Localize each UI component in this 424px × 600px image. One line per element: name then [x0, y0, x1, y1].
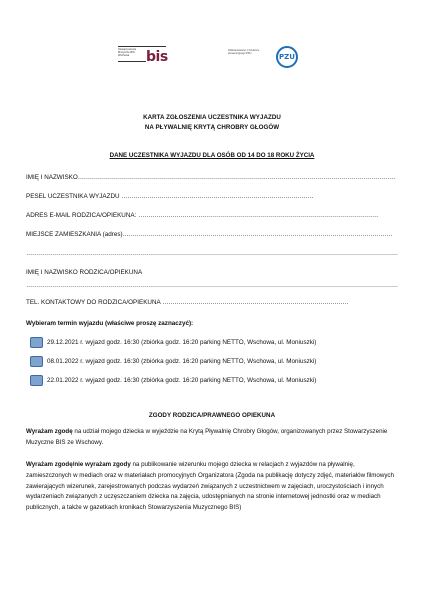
logo-rule: [118, 46, 166, 47]
bis-logo: [118, 46, 172, 72]
pzu-logo-mark: PZU: [279, 53, 295, 61]
bis-logo-mark: bis: [146, 49, 168, 65]
guardian-field[interactable]: [26, 282, 398, 289]
address-dots: ………………………………………………………………………………………………………………………: [122, 231, 393, 238]
address-label: MIEJSCE ZAMIESZKANIA (adres): [26, 231, 123, 238]
name-dots: ……………………………………………………………………………………………………………………………………………: [77, 174, 396, 181]
pesel-field[interactable]: [26, 193, 313, 200]
name-label: IMIĘ I NAZWISKO: [26, 174, 78, 181]
consent-participation: [26, 427, 400, 449]
address-field[interactable]: [26, 231, 392, 238]
term-option-1: 29.12.2021 r. wyjazd godz. 16:30 (zbiórka godz. 16:20 parking NETTO, Wschowa, ul. Moniuszki): [47, 339, 317, 346]
consent-image-bold: Wyrażam zgodę/nie wyrażam zgody: [26, 461, 131, 468]
address-dots-2: ……………………………………………………………………………………………………………………………………………………………………: [26, 250, 398, 257]
logo-rule: [118, 61, 146, 62]
consent-image: [26, 460, 400, 514]
page-title-line1: KARTA ZGŁOSZENIA UCZESTNIKA WYJAZDU: [143, 114, 281, 121]
name-field[interactable]: [26, 174, 396, 181]
term-checkbox-2[interactable]: [30, 356, 43, 367]
consent-image-text: na publikowanie wizerunku mojego dziecka w relacjach z wyjazdów na pływalnię, zamieszczonych w mediach oraz w materiałach promocyjnych Organizatora (Zgoda na publikację dotyczy zdjęć, materiałów filmowych zawierających wizerunek, zarejestrowanych podczas wydarzeń związanych z uczestnictwem w zajęciach, uroczystościach i innych wydarzeniach związanych z uczęszczaniem dziecka na zajęcia, udostępnianych na stronie internetowej jednostki oraz w mediach publicznych, a także w gazetkach kronikach Stowarzyszenia Muzycznego BIS): [26, 461, 394, 512]
consent-participation-text: na udział mojego dziecka w wyjeździe na Krytą Pływalnię Chrobry Głogów, organizowanych przez Stowarzyszenie Muzyczne BIS ze Wschowy.: [26, 428, 388, 446]
consents-heading: ZGODY RODZICA/PRAWNEGO OPIEKUNA: [148, 412, 276, 419]
email-label: ADRES E-MAIL RODZICA/OPIEKUNA:: [26, 212, 137, 219]
address-continuation[interactable]: [26, 250, 398, 257]
term-option-2: 08.01.2022 r. wyjazd godz. 16:30 (zbiórka godz. 16:20 parking NETTO, Wschowa, ul. Moniuszki): [47, 358, 317, 365]
consent-participation-bold: Wyrażam zgodę: [26, 428, 73, 435]
email-field[interactable]: [26, 212, 378, 219]
bis-logo-text: Stowarzyszenie Muzyczne BIS Wschowa: [118, 48, 137, 58]
guardian-label: IMIĘ I NAZWISKO RODZICA/OPIEKUNA: [26, 269, 143, 276]
pesel-label: PESEL UCZESTNIKA WYJAZDU: [26, 193, 120, 200]
pesel-dots: ……………………………………………………………………………………: [121, 193, 314, 200]
phone-dots: …………………………………………………………………………………: [162, 299, 349, 306]
section-heading: DANE UCZESTNIKA WYJAZDU DLA OSÓB OD 14 DO 18 ROKU ŻYCIA: [109, 152, 315, 159]
term-heading: Wybieram termin wyjazdu (właściwe proszę zaznaczyć):: [26, 320, 194, 327]
term-checkbox-3[interactable]: [30, 375, 43, 386]
pzu-logo-circle: [276, 46, 298, 68]
email-dots: …………………………………………………………………………………………………………: [138, 212, 378, 219]
term-checkbox-1[interactable]: [30, 337, 43, 348]
page-title-line2: NA PŁYWALNIĘ KRYTĄ CHROBRY GŁOGÓW: [144, 124, 280, 131]
pzu-logo: [228, 46, 306, 70]
phone-label: TEL. KONTAKTOWY DO RODZICA/OPIEKUNA: [26, 299, 161, 306]
guardian-dots: ……………………………………………………………………………………………………………………………………………………………………: [26, 282, 398, 289]
pzu-logo-text: Dofinansowano z funduszu prewencyjnego PZU: [228, 49, 260, 56]
term-option-3: 22.01.2022 r. wyjazd godz. 16:30 (zbiórka godz. 16:20 parking NETTO, Wschowa, ul. Moniuszki): [47, 377, 317, 384]
phone-field[interactable]: [26, 299, 348, 306]
guardian-label-row: [26, 269, 142, 276]
